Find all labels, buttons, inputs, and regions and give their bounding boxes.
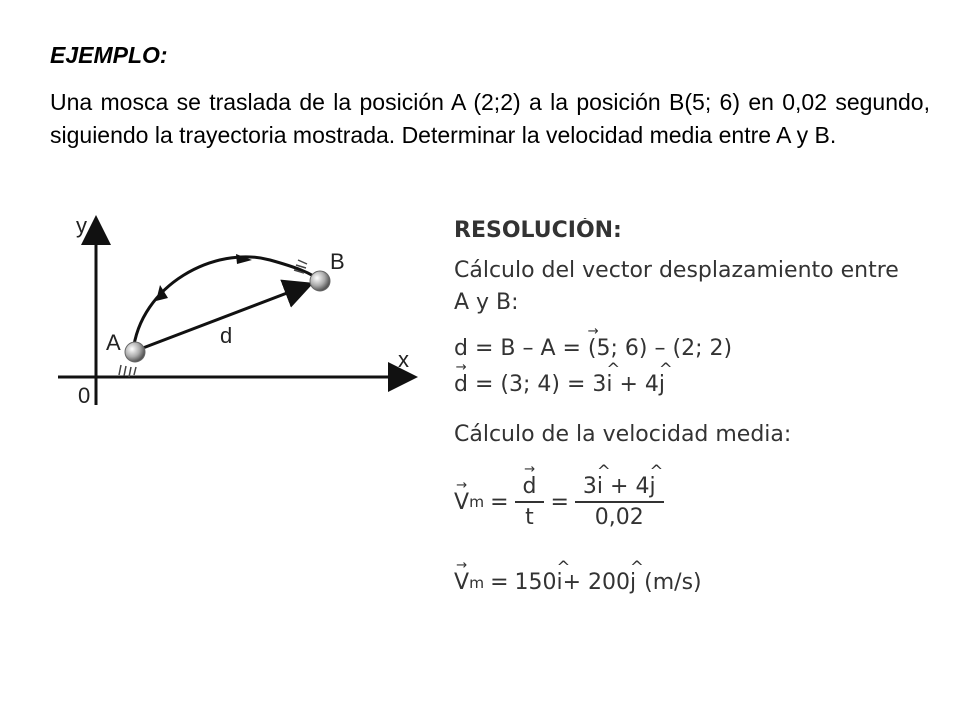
vm-vector: → V	[454, 490, 469, 515]
velocity-result: → V m = 150 ^ i + 200 ^ j (m/s)	[454, 570, 702, 595]
x-axis-label: x	[398, 347, 409, 372]
eq2-i-hat: ^ i	[606, 372, 612, 397]
result-i-hat: ^ i	[557, 570, 563, 595]
point-b-ball	[310, 271, 330, 291]
vm-result-vector: → V	[454, 570, 469, 595]
vector-label: d	[220, 323, 233, 348]
fraction-components-over-time: $\frac{3\^{} i + 4\^{} j}{0,02}$	[579, 474, 660, 530]
point-a-ball	[125, 342, 145, 362]
vm-subscript: m	[469, 493, 485, 511]
eq2-plus: + 4	[612, 372, 659, 397]
result-j-hat: ^ j	[630, 570, 636, 595]
step1-line1: Cálculo del vector desplazamiento entre	[454, 258, 899, 283]
eq2-vector-d: → d	[454, 372, 468, 397]
equation-displacement	[454, 336, 732, 361]
frac1-numerator: → d	[523, 474, 537, 499]
problem-statement: Una mosca se traslada de la posición A (2;2) a la posición B(5; 6) en 0,02 segundo, siguiendo la trayectoria mostrada. Determinar la velocidad media entre A y B.	[50, 89, 930, 148]
step2-text: Cálculo de la velocidad media:	[454, 422, 792, 447]
eq1-vector-d: → d = B – A = (5; 6) – (2; 2)	[454, 336, 732, 361]
equation-components	[454, 372, 665, 397]
eq2-j-hat: ^ j	[659, 372, 665, 397]
eq2-mid: = (3; 4) = 3	[467, 372, 607, 397]
result-units: (m/s)	[644, 570, 702, 595]
resolution-panel	[454, 218, 930, 638]
fly-motion-marks	[119, 260, 307, 377]
trajectory-diagram	[40, 205, 460, 415]
point-b-label: B	[330, 249, 345, 274]
frac1-denominator: t	[515, 501, 545, 530]
result-j-coef: + 200	[562, 570, 631, 595]
frac2-denominator: 0,02	[575, 501, 664, 530]
resolution-title: RESOLUCIÓN:	[454, 218, 622, 243]
vm-result-subscript: m	[469, 573, 485, 592]
fraction-d-over-t	[519, 474, 541, 530]
example-heading: EJEMPLO:	[50, 42, 168, 68]
velocity-formula: → V m = → $\frac{d}{t}$ = $\frac{3\^{} i + 4\^{} j}{0,02}$	[454, 474, 664, 530]
y-axis-label: y	[76, 213, 87, 238]
result-i-coef: 150	[514, 570, 557, 595]
step1-line2: A y B:	[454, 290, 519, 315]
point-a-label: A	[106, 330, 121, 355]
origin-label: 0	[78, 383, 91, 408]
